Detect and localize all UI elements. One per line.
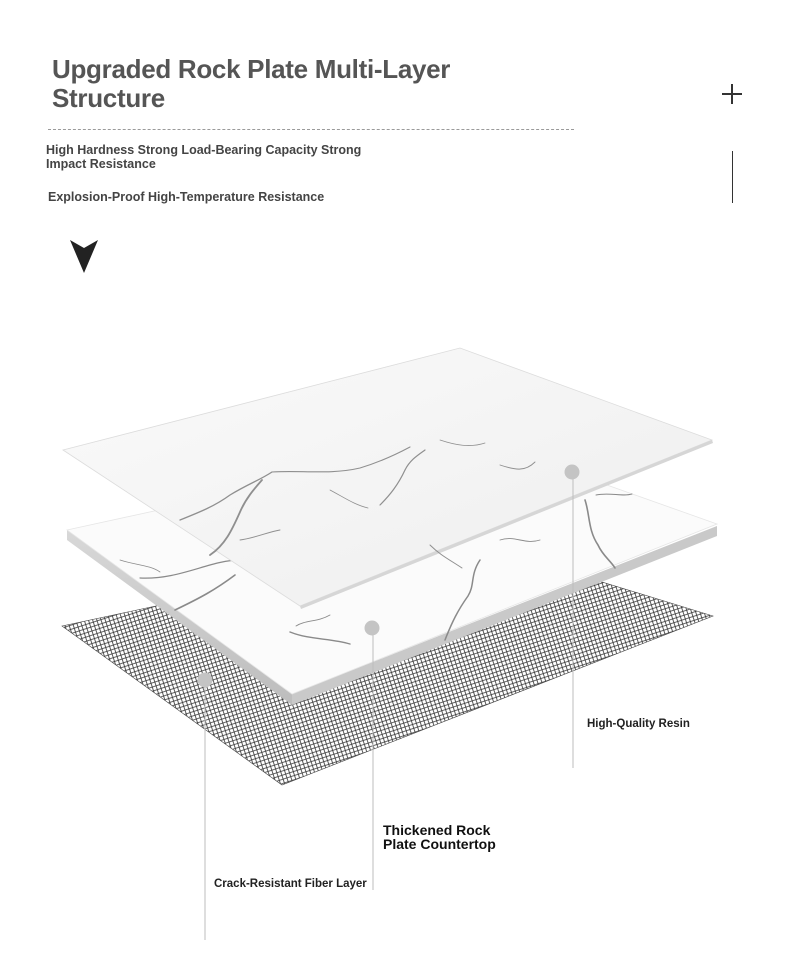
label-rock-plate: Thickened Rock Plate Countertop <box>383 822 496 852</box>
subtitle-line-2: Explosion-Proof High-Temperature Resistance <box>48 190 325 204</box>
subtitle-line-1: High Hardness Strong Load-Bearing Capacity Strong Impact Resistance <box>46 143 362 171</box>
page-title: Upgraded Rock Plate Multi-Layer Structure <box>52 54 451 113</box>
label-resin: High-Quality Resin <box>587 718 690 730</box>
label-fiber: Crack-Resistant Fiber Layer <box>214 878 367 890</box>
